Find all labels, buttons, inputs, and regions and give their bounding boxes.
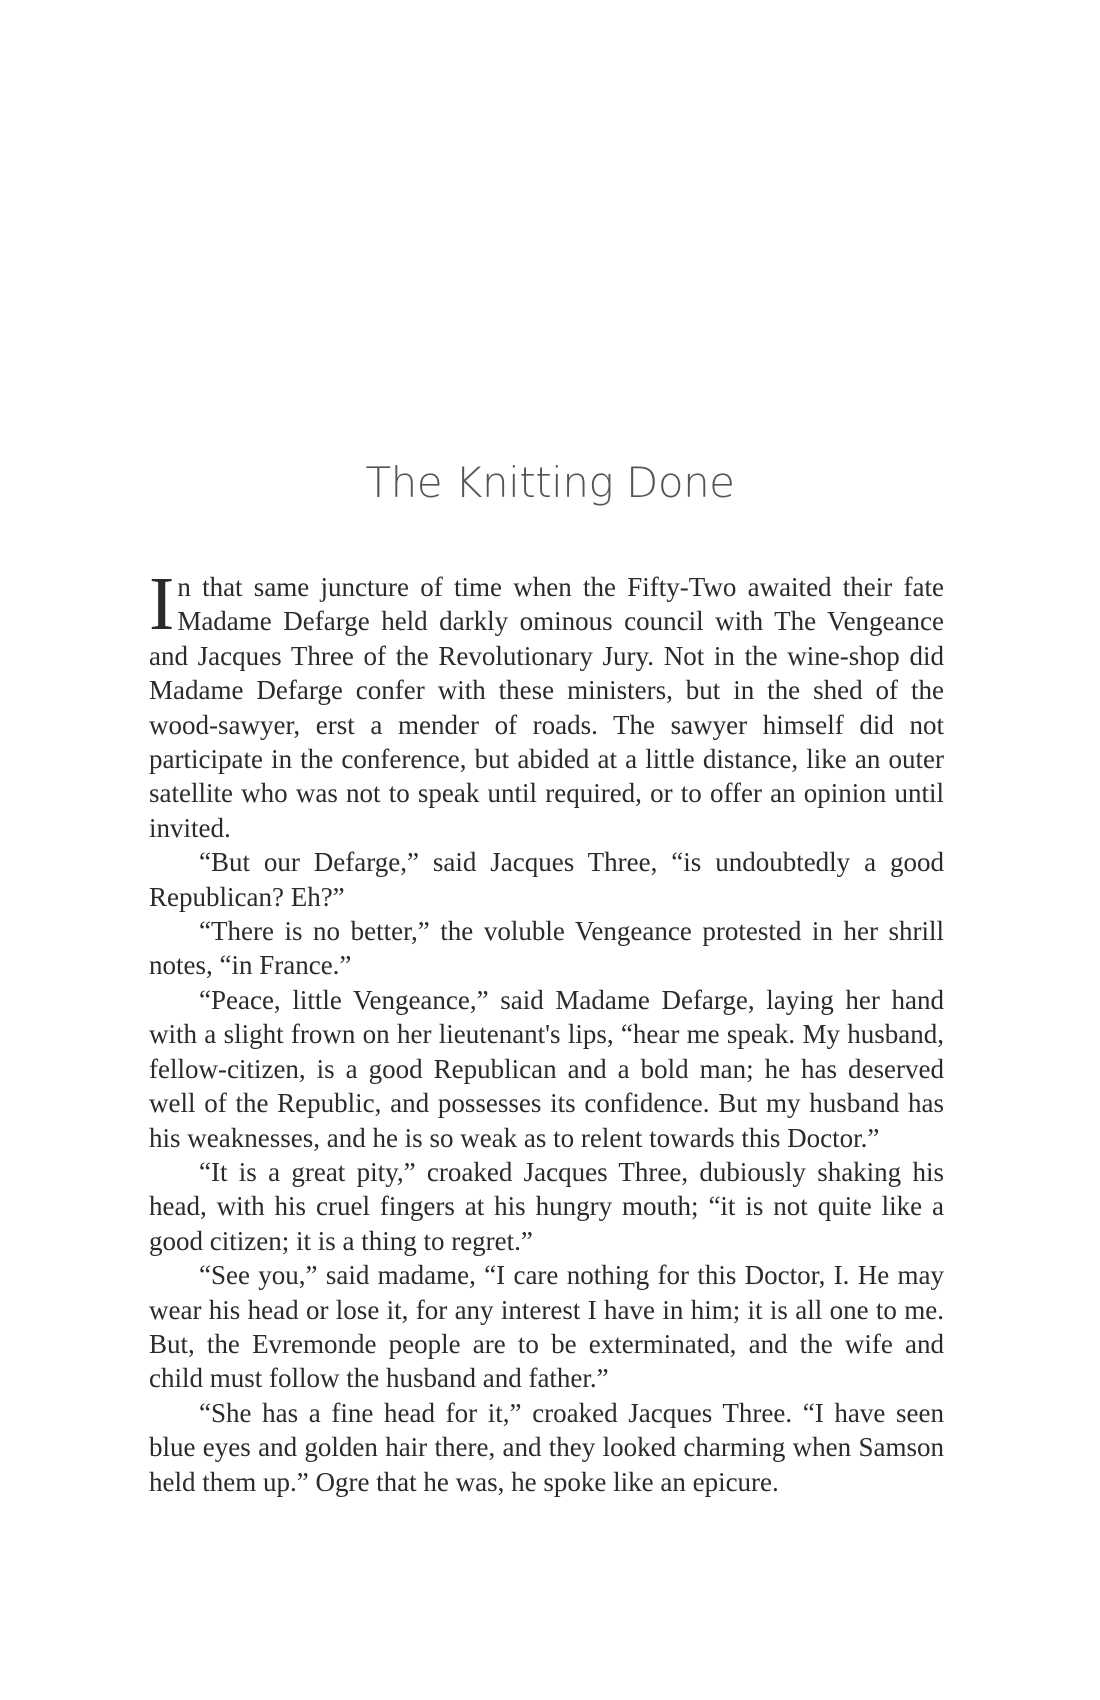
paragraph: “She has a fine head for it,” croaked Jacques Three. “I have seen blue eyes and golden hair there, and they looked charming when Samson held them up.” Ogre that he was, he spoke like an epicure.: [149, 1397, 944, 1497]
paragraph: “It is a great pity,” croaked Jacques Three, dubiously shaking his head, with his cruel fingers at his hungry mouth; “it is not quite like a good citizen; it is a thing to regret.”: [149, 1156, 944, 1256]
paragraph: [149, 562, 944, 845]
paragraph-text: n that same juncture of time when the Fifty-Two awaited their fate Madame Defarge held darkly ominous council with The Vengeance and Jacques Three of the Revolutionary Jury. Not in the wine-shop did Madame Defarge confer with these ministers, but in the shed of the wood-sawyer, erst a mender of roads. The sawyer himself did not participate in the conference, but abided at a little distance, like an outer satellite who was not to speak until required, or to offer an opinion until invited.: [149, 572, 944, 843]
paragraph: “But our Defarge,” said Jacques Three, “is undoubtedly a good Republican? Eh?”: [149, 847, 944, 912]
chapter-title: The Knitting Done: [365, 458, 735, 507]
paragraph: “There is no better,” the voluble Vengeance protested in her shrill notes, “in France.”: [149, 916, 944, 981]
paragraph: “Peace, little Vengeance,” said Madame Defarge, laying her hand with a slight frown on her lieutenant's lips, “hear me speak. My husband, fellow-citizen, is a good Republican and a bold man; he has deserved well of the Republic, and possesses its confidence. But my husband has his weaknesses, and he is so weak as to relent towards this Doctor.”: [149, 984, 944, 1153]
paragraph: “See you,” said madame, “I care nothing for this Doctor, I. He may wear his head or lose it, for any interest I have in him; it is all one to me. But, the Evremonde people are to be exterminated, and the wife and child must follow the husband and father.”: [149, 1260, 944, 1394]
drop-cap: I: [149, 562, 175, 646]
chapter-body: [149, 562, 944, 1499]
